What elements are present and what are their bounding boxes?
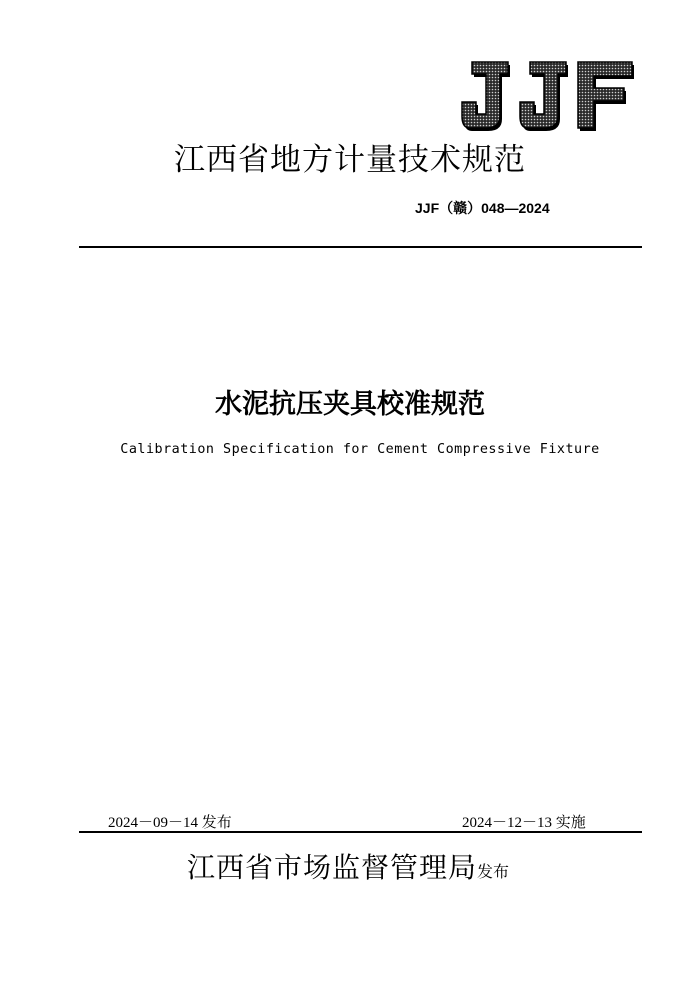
logo-letter-j1 [462, 62, 510, 131]
logo-letter-j2 [520, 62, 568, 131]
issue-date: 2024－09－14 发布 [108, 815, 232, 831]
document-title-chinese: 水泥抗压夹具校准规范 [215, 389, 485, 420]
implementation-date: 2024－12－13 实施 [462, 815, 586, 831]
logo-letter-f [578, 62, 634, 131]
issuer-title: 江西省地方计量技术规范 [174, 142, 526, 178]
logo-letter-j1-text: J [485, 102, 486, 103]
bottom-divider [79, 831, 642, 833]
jjf-logo [458, 58, 638, 134]
publisher-line [187, 846, 509, 886]
spec-code: JJF（赣）048—2024 [415, 200, 550, 216]
top-divider [79, 246, 642, 248]
document-title-english: Calibration Specification for Cement Compressive Fixture [120, 442, 600, 457]
publisher-suffix: 发布 [477, 862, 510, 881]
logo-letter-j2-text: J [543, 102, 544, 103]
publisher-name: 江西省市场监督管理局 [187, 851, 478, 884]
